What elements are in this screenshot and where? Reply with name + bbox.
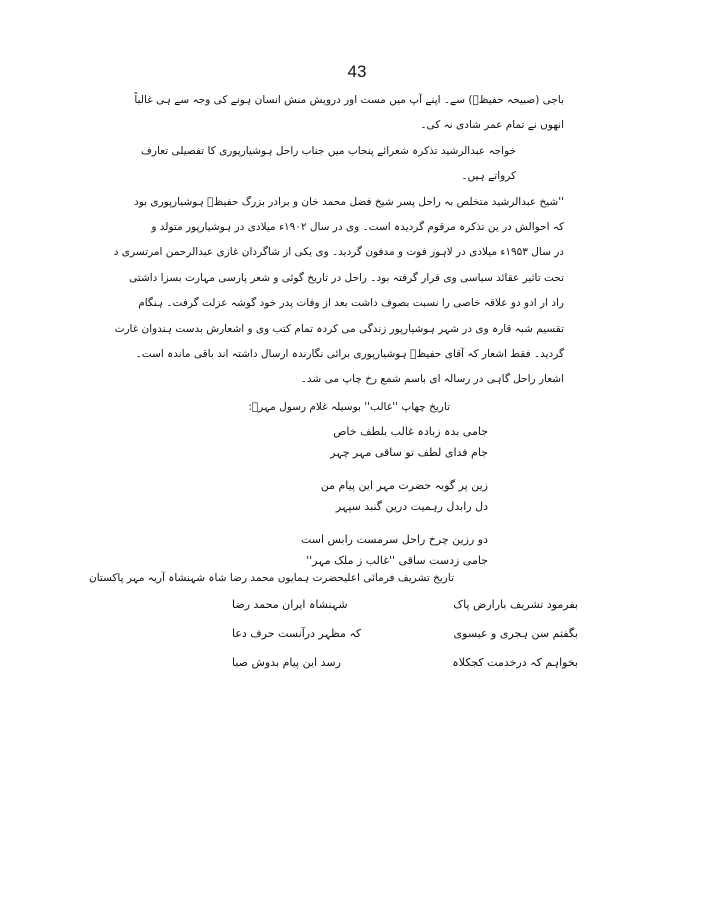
verse-hemistich: شہنشاہ ایران محمد رضا [232,598,348,611]
prose-line: کرواتے ہیں۔ [461,170,516,183]
prose-line: راد ار ادو دو علاقہ خاصی را نسبت بصوف داشت بعد از وفات پدر خود گوشہ عزلت گرفت۔ ہنگام [138,297,564,310]
prose-line: اشعار راحل گاہی در رسالہ ای باسم شمع رخ چاپ می شد۔ [300,373,564,386]
verse-line: دل رابدل رہمیت درین گنبد سپہر [335,500,488,513]
couplet [232,598,578,627]
page-number: 43 [347,62,367,81]
verse-hemistich: کہ مظہر درآنست حرف دعا [232,627,362,640]
verse-line: جام فدای لطف تو ساقی مہر چہر [330,446,488,459]
verse-hemistich: بفرمود تشریف بارارض پاک [453,598,578,611]
couplet [232,656,578,685]
prose-line: تقسیم شبہ قارہ وی در شہر ہوشیارپور زندگی می کردہ تمام کتب وی و اشعارش بدست ہندوان غارت [114,322,564,335]
verse-line: دو رزین چرخ راحل سرمست رابس است [300,533,488,546]
prose-body [113,88,564,393]
couplet [232,627,578,656]
couplet [286,479,488,521]
verse-block-ghalib [286,425,488,587]
verse-hemistich: بگفتم سن ہجری و عیسوی [453,627,578,640]
prose-line: کہ احوالش در ین تذکرہ مرقوم گردیدہ است۔ وی در سال ۱۹۰۲ء میلادی در ہوشیارپور متولد و [151,220,564,233]
prose-line: انھوں نے تمام عمر شادی نہ کی۔ [420,119,564,132]
couplet [286,533,488,575]
prose-line: تحت تاثیر عقائد سیاسی وی قرار گرفتہ بود۔ راحل در تاریخ گوئی و شعر پارسی مہارت بسزا داشتی [129,271,564,284]
prose-line: باجی (صبیحہ حفیظؔ) سے۔ اپنے آپ میں مست اور درویش منش انسان ہونے کی وجہ سے ہی غالباً [134,94,564,106]
verse-hemistich: رسد این پیام بدوش صبا [232,656,341,669]
verse-hemistich: بخواہم کہ درخدمت کجکلاہ [452,656,578,669]
couplet [286,425,488,467]
verse-block-shah-visit [232,598,578,685]
verse-line: جامی بدہ زبادہ غالب بلطف خاص [333,425,488,438]
section-heading-ghalib: تاریخ چھاپ ''غالب'' بوسیلہ غلام رسول مہرؔ: [248,401,450,413]
section-heading-shah-visit: تاریخ تشریف فرمائی اعلیحضرت ہمایوں محمد رضا شاہ شہنشاہ آریہ مہر پاکستان [88,572,454,584]
verse-line: زین پر گوبہ حضرت مہر این پیام من [320,479,488,492]
prose-line: خواجہ عبدالرشید تذکرہ شعرائے پنجاب میں جناب راحل ہوشیارپوری کا تفصیلی تعارف [141,144,516,157]
prose-line: در سال ۱۹۵۳ء میلادی در لاہور فوت و مدفون گردید۔ وی یکی از شاگردان غازی عبدالرحمن امرتسری د [113,246,564,259]
prose-line: گردید۔ فقط اشعار کہ آقای حفیظؔ ہوشیارپوری برائی نگارندہ ارسال داشتہ اند باقی ماندہ است۔ [135,347,564,360]
verse-line: جامی زدست ساقی ''غالب ز ملک مہر'' [306,554,488,567]
prose-line: ''شیخ عبدالرشید متخلص بہ راحل پسر شیخ فضل محمد خان و برادر بزرگ حفیظؔ ہوشیارپوری بود [134,195,564,208]
